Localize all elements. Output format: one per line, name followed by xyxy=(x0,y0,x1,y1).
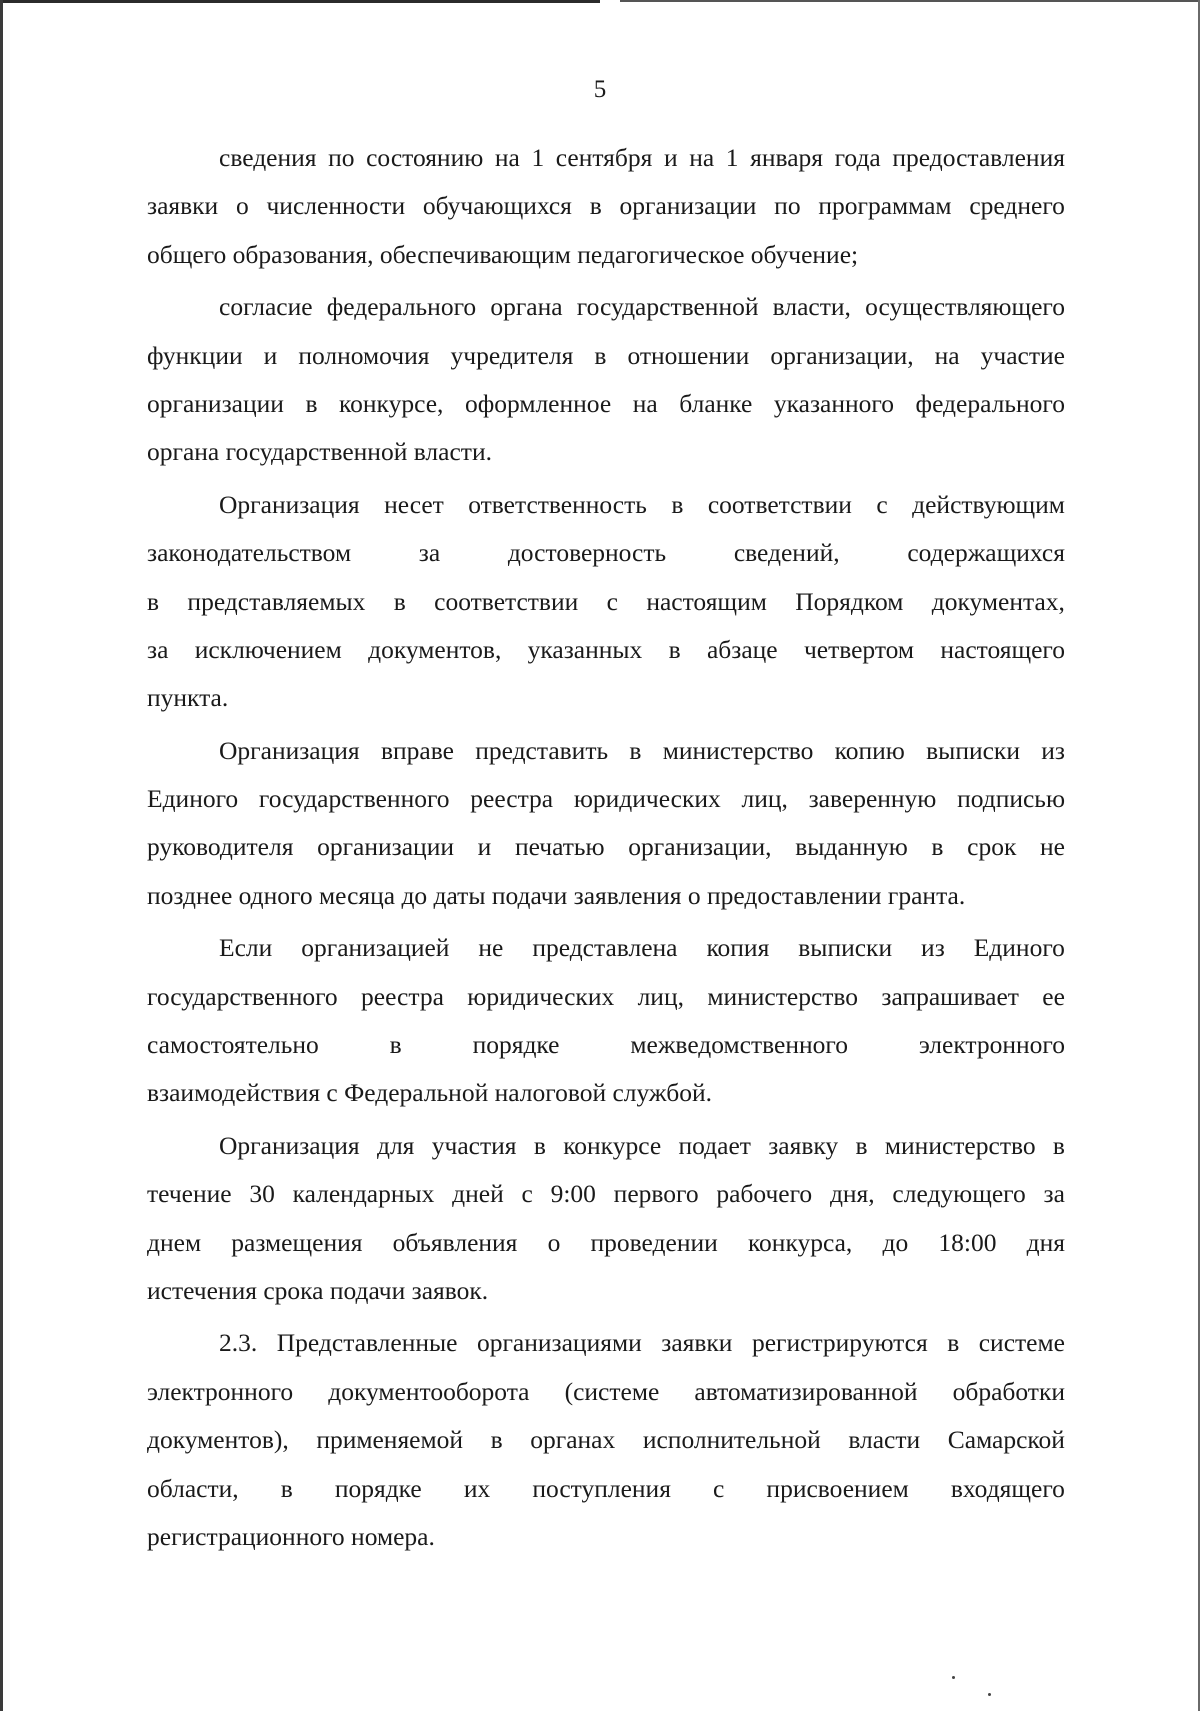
word: для xyxy=(376,1130,415,1160)
word: на xyxy=(494,143,520,172)
word: реестра xyxy=(361,981,444,1011)
paragraph-line xyxy=(147,1465,1065,1513)
paragraph-line xyxy=(147,823,1065,871)
word: Представленные xyxy=(276,1328,458,1358)
word: документах, xyxy=(931,586,1065,616)
word: содержащихся xyxy=(907,538,1065,568)
word: о xyxy=(235,191,249,221)
word: выписки xyxy=(926,735,1020,765)
word: отношении xyxy=(627,340,750,370)
word: в xyxy=(931,832,944,862)
word: органа xyxy=(490,292,563,322)
word: Организация xyxy=(219,489,360,519)
paragraph-line xyxy=(147,973,1065,1021)
word: в xyxy=(589,191,602,221)
word: и xyxy=(663,143,678,172)
paragraph-line xyxy=(147,1219,1065,1267)
word: абзаце xyxy=(706,634,778,664)
word: в xyxy=(629,735,642,765)
word: января xyxy=(750,143,824,172)
word: рабочего xyxy=(716,1179,813,1209)
word: органах xyxy=(530,1425,616,1455)
word: состоянию xyxy=(366,143,484,172)
word: учредителя xyxy=(450,340,574,370)
paragraph-line: пункта. xyxy=(147,683,229,713)
word: за xyxy=(418,538,441,568)
word: в xyxy=(668,634,681,664)
word: их xyxy=(463,1473,491,1503)
paragraph-line: позднее одного месяца до даты подачи заявления о предоставлении гранта. xyxy=(147,880,966,910)
paragraph-line xyxy=(147,924,1065,972)
paragraph-line xyxy=(147,481,1065,529)
paragraph xyxy=(147,1319,1065,1561)
word: в xyxy=(1052,1130,1065,1160)
word: на xyxy=(934,340,960,370)
word: федерального xyxy=(915,388,1065,418)
word: Порядком xyxy=(795,586,904,616)
word: в xyxy=(594,340,607,370)
word: о xyxy=(547,1227,561,1257)
word: течение xyxy=(147,1179,232,1209)
word: реестра xyxy=(470,784,554,814)
word: в xyxy=(490,1425,503,1455)
scan-border-top xyxy=(0,0,600,3)
word: согласие xyxy=(219,292,313,322)
word: копия xyxy=(706,933,770,963)
paragraph xyxy=(147,1122,1065,1316)
word: власти xyxy=(848,1425,921,1455)
word: из xyxy=(1041,735,1065,765)
paragraph-line xyxy=(147,1122,1065,1170)
word: (системе xyxy=(564,1376,660,1406)
word: и xyxy=(263,340,278,370)
paragraph-line xyxy=(147,182,1065,230)
word: четвертом xyxy=(803,634,915,664)
word: оформленное xyxy=(464,388,612,418)
word: Единого xyxy=(973,933,1065,963)
word: соответствии xyxy=(707,489,852,519)
word: самостоятельно xyxy=(147,1030,319,1060)
paragraph-line xyxy=(147,1170,1065,1218)
word: днем xyxy=(147,1227,202,1257)
word: заявку xyxy=(768,1130,839,1160)
word: до xyxy=(882,1227,909,1257)
word: функции xyxy=(147,340,243,370)
word: объявления xyxy=(392,1227,518,1257)
word: бланке xyxy=(679,388,753,418)
scan-speck xyxy=(952,1676,955,1679)
word: 2.3. xyxy=(219,1328,258,1358)
paragraph-line xyxy=(147,1021,1065,1069)
word: программам xyxy=(818,191,952,221)
word: поступления xyxy=(532,1473,671,1503)
scan-speck xyxy=(988,1693,991,1696)
word: проведении xyxy=(590,1227,718,1257)
paragraph-line: регистрационного номера. xyxy=(147,1521,435,1551)
word: министерство xyxy=(662,735,814,765)
word: государственного xyxy=(258,784,450,814)
word: настоящего xyxy=(940,634,1065,664)
word: заявки xyxy=(661,1328,733,1358)
paragraph-line xyxy=(147,1368,1065,1416)
word: присвоением xyxy=(766,1473,909,1503)
word: участия xyxy=(431,1130,517,1160)
paragraph-line: органа государственной власти. xyxy=(147,437,492,467)
word: предоставления xyxy=(892,143,1065,172)
word: на xyxy=(689,143,715,172)
word: организациями xyxy=(476,1328,642,1358)
word: и xyxy=(477,832,492,862)
word: конкурса, xyxy=(747,1227,853,1257)
word: применяемой xyxy=(316,1425,464,1455)
word: запрашивает xyxy=(881,981,1019,1011)
word: участие xyxy=(980,340,1065,370)
word: осуществляющего xyxy=(865,292,1065,322)
word: размещения xyxy=(231,1227,363,1257)
paragraph-line: истечения срока подачи заявок. xyxy=(147,1275,489,1305)
word: копию xyxy=(834,735,905,765)
word: федерального xyxy=(326,292,477,322)
word: организацией xyxy=(301,933,450,963)
word: руководителя xyxy=(147,832,294,862)
word: власти, xyxy=(772,292,851,322)
word: министерство xyxy=(884,1130,1036,1160)
word: представляемых xyxy=(187,586,366,616)
word: регистрируются xyxy=(751,1328,928,1358)
word: исполнительной xyxy=(642,1425,821,1455)
word: в xyxy=(393,586,406,616)
word: действующим xyxy=(912,489,1065,519)
word: электронного xyxy=(147,1376,294,1406)
word: порядке xyxy=(334,1473,422,1503)
word: по xyxy=(328,143,355,172)
word: Самарской xyxy=(947,1425,1065,1455)
word: юридических xyxy=(467,981,615,1011)
word: из xyxy=(921,933,945,963)
word: дней xyxy=(452,1179,504,1209)
word: на xyxy=(632,388,658,418)
word: 1 xyxy=(531,143,545,172)
word: организации xyxy=(619,191,757,221)
word: среднего xyxy=(969,191,1065,221)
word: системе xyxy=(978,1328,1065,1358)
word: ответственность xyxy=(468,489,647,519)
word: в xyxy=(305,388,318,418)
word: заверенную xyxy=(808,784,937,814)
paragraph xyxy=(147,924,1065,1118)
word: несет xyxy=(384,489,444,519)
word: области, xyxy=(147,1473,239,1503)
word: министерство xyxy=(707,981,859,1011)
word: государственного xyxy=(147,981,338,1011)
word: документов, xyxy=(368,634,502,664)
paragraph xyxy=(147,481,1065,723)
paragraph-line xyxy=(147,1319,1065,1367)
word: не xyxy=(1040,832,1065,862)
paragraph-line xyxy=(147,332,1065,380)
word: достоверность xyxy=(507,538,667,568)
word: с xyxy=(606,586,618,616)
word: с xyxy=(713,1473,725,1503)
word: ее xyxy=(1042,981,1065,1011)
word: Единого xyxy=(147,784,239,814)
word: обучающихся xyxy=(422,191,572,221)
word: первого xyxy=(613,1179,699,1209)
paragraph xyxy=(147,283,1065,477)
word: календарных xyxy=(292,1179,435,1209)
page-number: 5 xyxy=(593,76,607,103)
word: организации xyxy=(317,832,454,862)
paragraph-line xyxy=(147,626,1065,674)
paragraph-line: общего образования, обеспечивающим педагогическое обучение; xyxy=(147,239,859,269)
word: численности xyxy=(266,191,406,221)
word: указанных xyxy=(527,634,643,664)
paragraph-line xyxy=(147,1416,1065,1464)
word: сведений, xyxy=(733,538,840,568)
word: обработки xyxy=(952,1376,1065,1406)
word: в xyxy=(947,1328,960,1358)
word: государственной xyxy=(576,292,759,322)
word: юридических xyxy=(573,784,721,814)
word: порядке xyxy=(472,1030,560,1060)
paragraph-line xyxy=(147,727,1065,775)
word: Организация xyxy=(219,1130,360,1160)
document-body xyxy=(147,134,1065,1561)
word: следующего xyxy=(892,1179,1026,1209)
word: выписки xyxy=(798,933,893,963)
word: лиц, xyxy=(637,981,684,1011)
word: организации, xyxy=(770,340,914,370)
word: Организация xyxy=(219,735,360,765)
word: документооборота xyxy=(328,1376,530,1406)
paragraph-line xyxy=(147,134,1065,182)
word: с xyxy=(876,489,888,519)
paragraph-line xyxy=(147,283,1065,331)
word: автоматизированной xyxy=(694,1376,918,1406)
word: 9:00 xyxy=(550,1179,596,1209)
word: 1 xyxy=(725,143,739,172)
word: подписью xyxy=(957,784,1065,814)
word: в xyxy=(280,1473,293,1503)
word: в xyxy=(147,586,160,616)
word: 18:00 xyxy=(938,1227,997,1257)
scan-border-top-right xyxy=(620,0,1200,2)
paragraph-line: взаимодействия с Федеральной налоговой службой. xyxy=(147,1078,712,1108)
word: представлена xyxy=(532,933,678,963)
word: лиц, xyxy=(741,784,788,814)
paragraph-line xyxy=(147,380,1065,428)
word: срок xyxy=(967,832,1017,862)
word: по xyxy=(774,191,801,221)
word: за xyxy=(147,634,169,664)
word: в xyxy=(855,1130,868,1160)
word: печатью xyxy=(514,832,605,862)
word: электронного xyxy=(918,1030,1065,1060)
word: выданную xyxy=(795,832,908,862)
word: сведения xyxy=(219,143,317,172)
word: года xyxy=(834,143,881,172)
word: организации, xyxy=(628,832,772,862)
word: представить xyxy=(475,735,609,765)
word: входящего xyxy=(950,1473,1065,1503)
paragraph xyxy=(147,727,1065,921)
word: не xyxy=(478,933,504,963)
word: конкурсе, xyxy=(339,388,444,418)
word: 30 xyxy=(249,1179,275,1209)
paragraph xyxy=(147,134,1065,279)
word: настоящим xyxy=(646,586,767,616)
word: законодательством xyxy=(147,538,352,568)
word: в xyxy=(671,489,684,519)
word: полномочия xyxy=(298,340,430,370)
word: Если xyxy=(219,933,273,963)
word: заявки xyxy=(147,191,219,221)
paragraph-line xyxy=(147,578,1065,626)
word: документов), xyxy=(147,1425,289,1455)
scan-border-left xyxy=(0,0,3,1711)
word: соответствии xyxy=(434,586,579,616)
word: вправе xyxy=(380,735,454,765)
word: в xyxy=(533,1130,546,1160)
word: дня, xyxy=(829,1179,875,1209)
word: исключением xyxy=(194,634,342,664)
word: сентября xyxy=(555,143,653,172)
word: указанного xyxy=(773,388,894,418)
word: подает xyxy=(678,1130,751,1160)
word: организации xyxy=(147,388,284,418)
word: конкурсе xyxy=(563,1130,662,1160)
word: межведомственного xyxy=(630,1030,848,1060)
word: в xyxy=(389,1030,402,1060)
paragraph-line xyxy=(147,775,1065,823)
word: с xyxy=(521,1179,533,1209)
word: за xyxy=(1043,1179,1065,1209)
paragraph-line xyxy=(147,529,1065,577)
word: дня xyxy=(1026,1227,1065,1257)
